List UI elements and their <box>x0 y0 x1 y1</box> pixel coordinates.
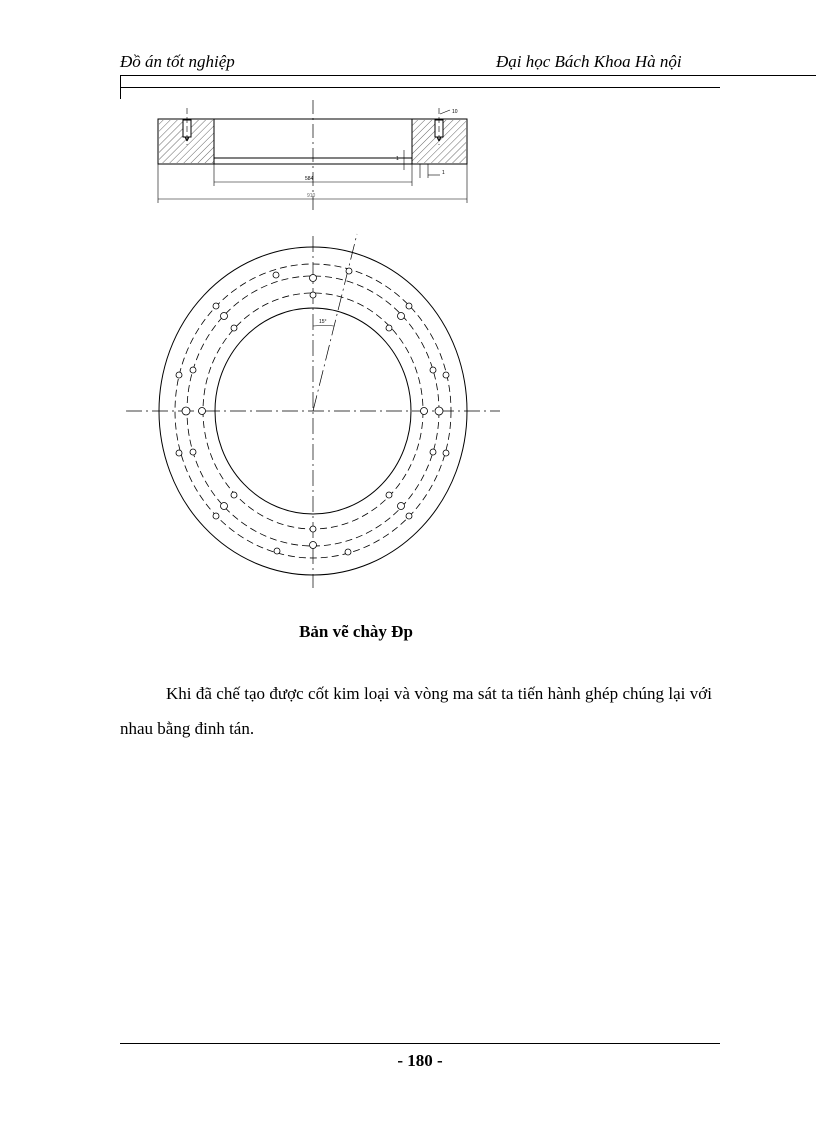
dim-label-top: 10 <box>452 109 458 115</box>
caption-text: Bản vẽ chày Đp <box>299 622 413 641</box>
header-rule-lower <box>120 87 720 88</box>
body-paragraph <box>120 676 712 746</box>
dim-label-outer: 910 <box>307 193 316 199</box>
page-number <box>0 1051 816 1071</box>
footer-rule <box>120 1043 720 1044</box>
dim-label-side: 1 <box>396 156 399 162</box>
header-left-title: Đồ án tốt nghiệp <box>120 52 235 71</box>
figure-caption <box>0 622 816 642</box>
dim-label-inner: 584 <box>305 176 314 182</box>
dim-label-right: 1 <box>442 170 445 176</box>
page-number-text: - 180 - <box>397 1051 443 1070</box>
header-right-title: Đại học Bách Khoa Hà nội <box>496 52 682 71</box>
paragraph-text: Khi đã chế tạo được cốt kim loại và vòng ma sát ta tiến hành ghép chúng lại với nhau bằng đinh tán. <box>120 684 712 738</box>
angle-label: 15° <box>319 319 327 325</box>
technical-drawing <box>120 96 520 596</box>
header-rule <box>120 75 816 76</box>
bolt-holes <box>176 268 449 555</box>
